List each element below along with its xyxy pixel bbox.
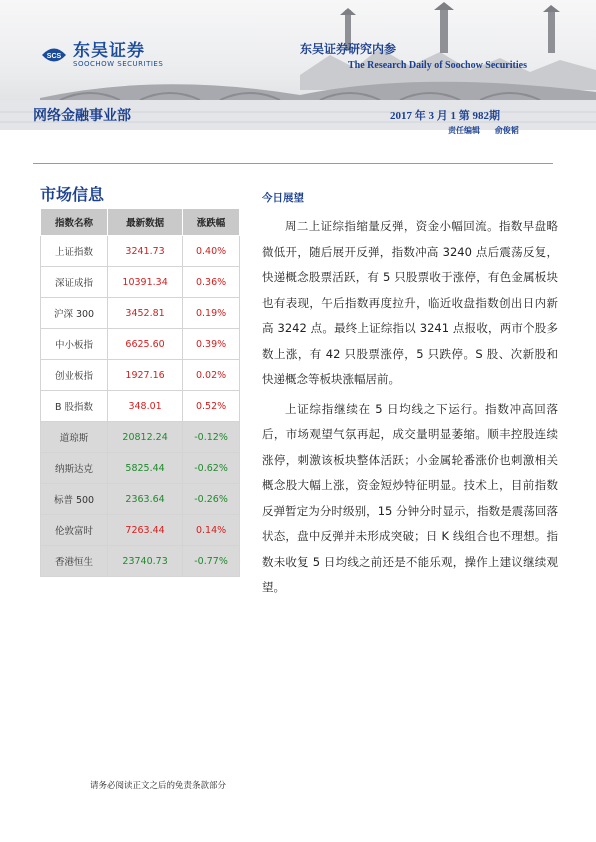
editor-label: 责任编辑 bbox=[448, 126, 480, 135]
header-banner bbox=[0, 0, 596, 135]
table-row bbox=[41, 546, 240, 577]
index-value: 6625.60 bbox=[108, 329, 183, 360]
table-row bbox=[41, 391, 240, 422]
outlook-paragraph: 上证综指继续在 5 日均线之下运行。指数冲高回落后，市场观望气氛再起，成交量明显萎缩。顺丰控股连续涨停，刺激该板块整体活跃；小金属轮番涨价也刺激相关概念股大幅上涨，资金短炒特征明显。技术上，目前指数反弹暂定为分时级别，15 分钟分时显示，指数是震荡回落状态，盘中反弹并未形成突破；日 K 线组合也不理想。指数未收复 5 日均线之前还是不能乐观，操作上建议继续观望。 bbox=[262, 401, 558, 594]
index-change: 0.36% bbox=[183, 267, 240, 298]
index-change: 0.52% bbox=[183, 391, 240, 422]
index-change: 0.40% bbox=[183, 236, 240, 267]
publication-title-en: The Research Daily of Soochow Securities bbox=[348, 60, 527, 71]
table-row bbox=[41, 298, 240, 329]
svg-text:SCS: SCS bbox=[46, 53, 62, 60]
index-name: 上证指数 bbox=[41, 236, 108, 267]
index-name: 纳斯达克 bbox=[41, 453, 108, 484]
publication-title-cn: 东吴证券研究内参 bbox=[300, 42, 397, 56]
index-change: -0.62% bbox=[183, 453, 240, 484]
market-section-title: 市场信息 bbox=[40, 185, 105, 204]
index-change: 0.39% bbox=[183, 329, 240, 360]
index-value: 3241.73 bbox=[108, 236, 183, 267]
editor-line bbox=[448, 125, 531, 136]
market-table bbox=[40, 208, 240, 577]
table-row bbox=[41, 267, 240, 298]
logo-mark-icon bbox=[40, 44, 68, 66]
issue-date: 2017 年 3 月 1 第 982期 bbox=[390, 110, 500, 122]
column-header: 涨跌幅 bbox=[183, 209, 240, 236]
index-change: -0.77% bbox=[183, 546, 240, 577]
index-value: 10391.34 bbox=[108, 267, 183, 298]
company-logo bbox=[40, 42, 163, 68]
table-row bbox=[41, 360, 240, 391]
index-value: 20812.24 bbox=[108, 422, 183, 453]
index-value: 5825.44 bbox=[108, 453, 183, 484]
index-name: 深证成指 bbox=[41, 267, 108, 298]
index-name: 标普 500 bbox=[41, 484, 108, 515]
index-value: 7263.44 bbox=[108, 515, 183, 546]
logo-en: SOOCHOW SECURITIES bbox=[73, 60, 164, 68]
index-name: B 股指数 bbox=[41, 391, 108, 422]
table-row bbox=[41, 422, 240, 453]
logo-cn: 东吴证券 bbox=[73, 41, 145, 61]
index-value: 348.01 bbox=[108, 391, 183, 422]
index-name: 香港恒生 bbox=[41, 546, 108, 577]
column-header: 最新数据 bbox=[108, 209, 183, 236]
table-header-row bbox=[41, 209, 240, 236]
outlook-paragraph: 周二上证综指缩量反弹，资金小幅回流。指数早盘略微低开，随后展开反弹，指数冲高 3240 点后震荡反复，快递概念股票活跃，有 5 只股票收于涨停，有色金属板块也有表现，午后指数再度拉升，临近收盘指数创出日内新高 3242 点。最终上证综指以 3241 点报收，两市个股多数上涨，有 42 只股票涨停，5 只跌停。S 股、次新股和快递概念等板块涨幅居前。 bbox=[262, 219, 558, 386]
index-name: 伦敦富时 bbox=[41, 515, 108, 546]
index-change: 0.19% bbox=[183, 298, 240, 329]
editor-name: 俞俊韬 bbox=[494, 126, 519, 135]
index-name: 中小板指 bbox=[41, 329, 108, 360]
outlook-title: 今日展望 bbox=[262, 192, 304, 204]
table-row bbox=[41, 329, 240, 360]
table-row bbox=[41, 515, 240, 546]
index-change: -0.12% bbox=[183, 422, 240, 453]
index-value: 1927.16 bbox=[108, 360, 183, 391]
index-change: 0.14% bbox=[183, 515, 240, 546]
outlook-body bbox=[262, 214, 558, 605]
column-header: 指数名称 bbox=[41, 209, 108, 236]
header-divider bbox=[33, 163, 553, 164]
index-change: -0.26% bbox=[183, 484, 240, 515]
disclaimer-note: 请务必阅读正文之后的免责条款部分 bbox=[90, 781, 227, 791]
table-row bbox=[41, 484, 240, 515]
table-row bbox=[41, 453, 240, 484]
index-name: 创业板指 bbox=[41, 360, 108, 391]
index-value: 23740.73 bbox=[108, 546, 183, 577]
index-value: 3452.81 bbox=[108, 298, 183, 329]
index-change: 0.02% bbox=[183, 360, 240, 391]
table-row bbox=[41, 236, 240, 267]
index-name: 沪深 300 bbox=[41, 298, 108, 329]
index-value: 2363.64 bbox=[108, 484, 183, 515]
department-name: 网络金融事业部 bbox=[33, 108, 131, 124]
index-name: 道琼斯 bbox=[41, 422, 108, 453]
